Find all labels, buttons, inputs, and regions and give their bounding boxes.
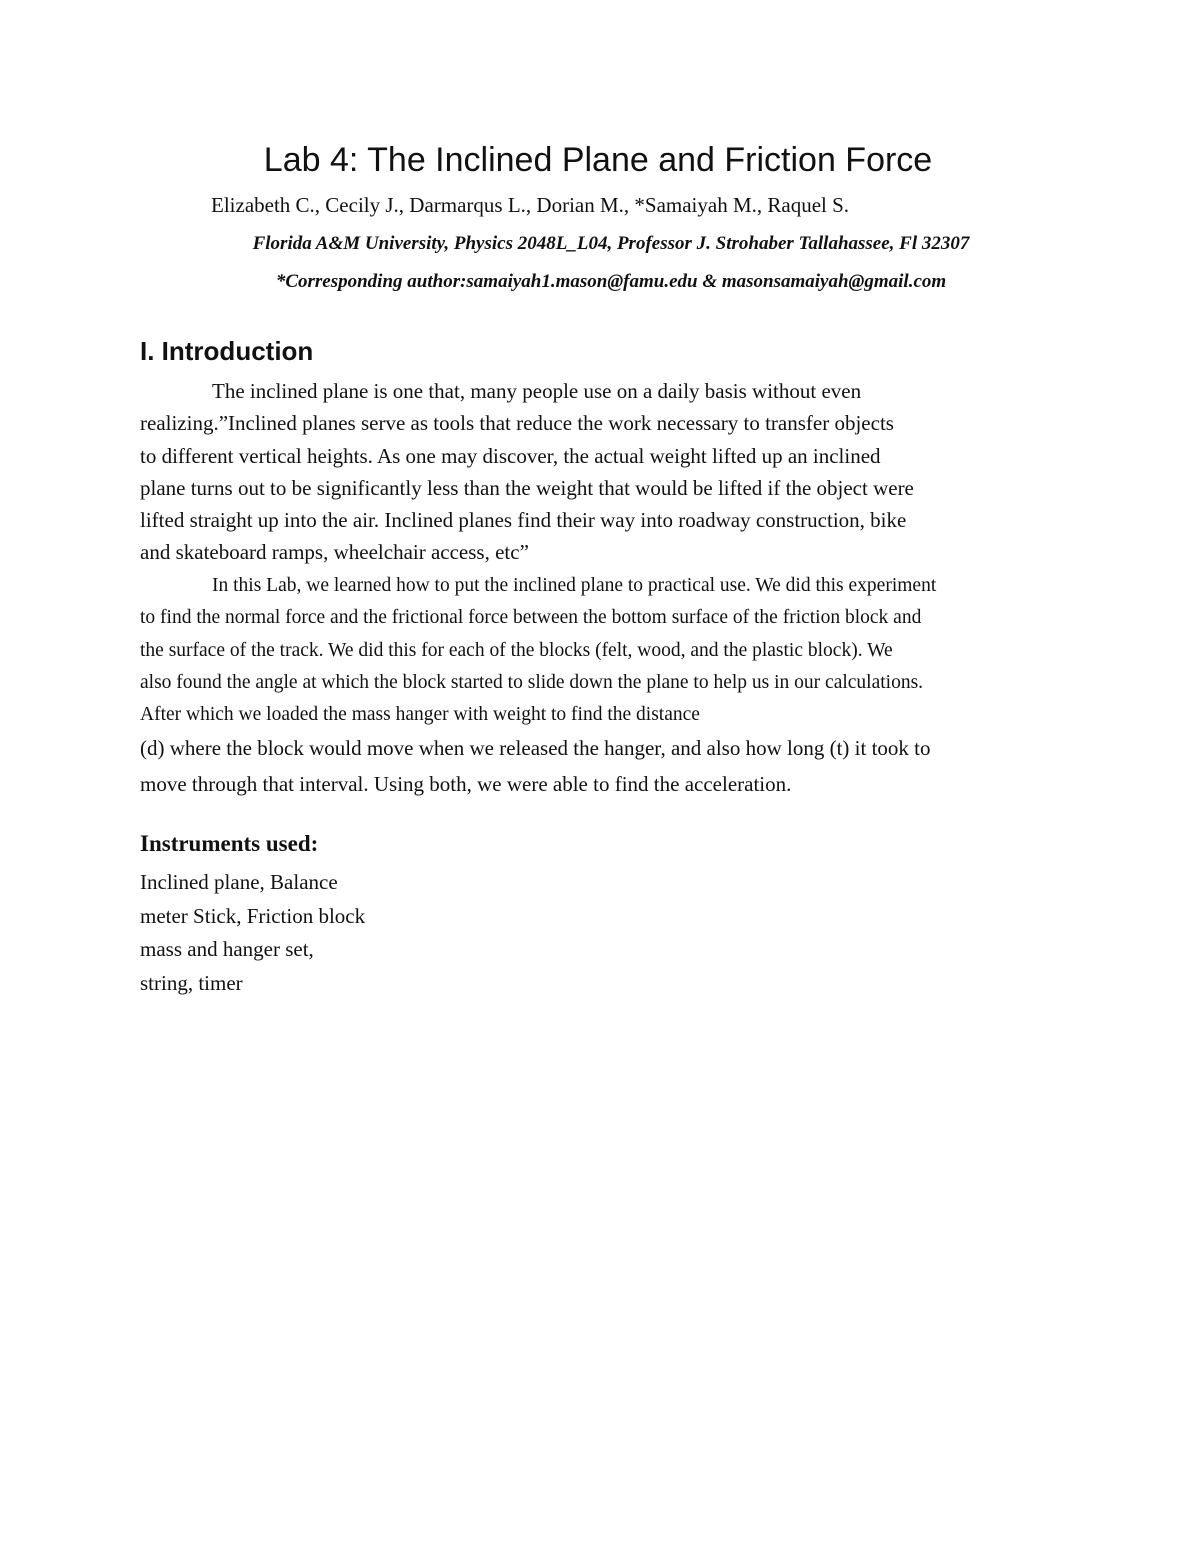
text-line: lifted straight up into the air. Inclined planes find their way into roadway construction, bike bbox=[140, 508, 907, 533]
text-line: plane turns out to be significantly less than the weight that would be lifted if the object were bbox=[140, 475, 914, 500]
corresponding-author-line: *Corresponding author:samaiyah1.mason@famu.edu & masonsamaiyah@gmail.com bbox=[275, 271, 947, 292]
instruments-heading: Instruments used: bbox=[140, 831, 319, 856]
text-line: and skateboard ramps, wheelchair access, etc” bbox=[140, 540, 529, 565]
list-item: meter Stick, Friction block bbox=[140, 903, 366, 928]
introduction-heading: I. Introduction bbox=[140, 336, 314, 366]
author-list: Elizabeth C., Cecily J., Darmarqus L., Dorian M., *Samaiyah M., Raquel S. bbox=[211, 193, 850, 217]
instruments-list bbox=[140, 866, 365, 1000]
introduction-paragraph-2 bbox=[140, 570, 936, 803]
list-item: string, timer bbox=[140, 970, 243, 995]
list-item: mass and hanger set, bbox=[140, 937, 314, 961]
text-line: The inclined plane is one that, many people use on a daily basis without even bbox=[212, 379, 862, 403]
text-line: move through that interval. Using both, we were able to find the acceleration. bbox=[140, 772, 792, 797]
affiliation-line: Florida A&M University, Physics 2048L_L04, Professor J. Strohaber Tallahassee, Fl 32307 bbox=[252, 233, 970, 254]
text-line: to different vertical heights. As one may discover, the actual weight lifted up an inclined bbox=[140, 443, 881, 468]
text-line: In this Lab, we learned how to put the inclined plane to practical use. We did this experiment bbox=[212, 575, 937, 596]
text-line: (d) where the block would move when we released the hanger, and also how long (t) it took to bbox=[140, 736, 931, 761]
page-title: Lab 4: The Inclined Plane and Friction Force bbox=[263, 141, 933, 179]
text-line: realizing.”Inclined planes serve as tools that reduce the work necessary to transfer objects bbox=[140, 411, 894, 436]
text-line: the surface of the track. We did this for each of the blocks (felt, wood, and the plastic block). We bbox=[140, 639, 893, 661]
text-line: also found the angle at which the block started to slide down the plane to help us in our calculations. bbox=[140, 671, 924, 693]
introduction-paragraph-1 bbox=[140, 375, 914, 569]
list-item: Inclined plane, Balance bbox=[140, 870, 338, 894]
text-line: to find the normal force and the frictional force between the bottom surface of the friction block and bbox=[140, 607, 922, 629]
text-line: After which we loaded the mass hanger with weight to find the distance bbox=[140, 704, 700, 726]
